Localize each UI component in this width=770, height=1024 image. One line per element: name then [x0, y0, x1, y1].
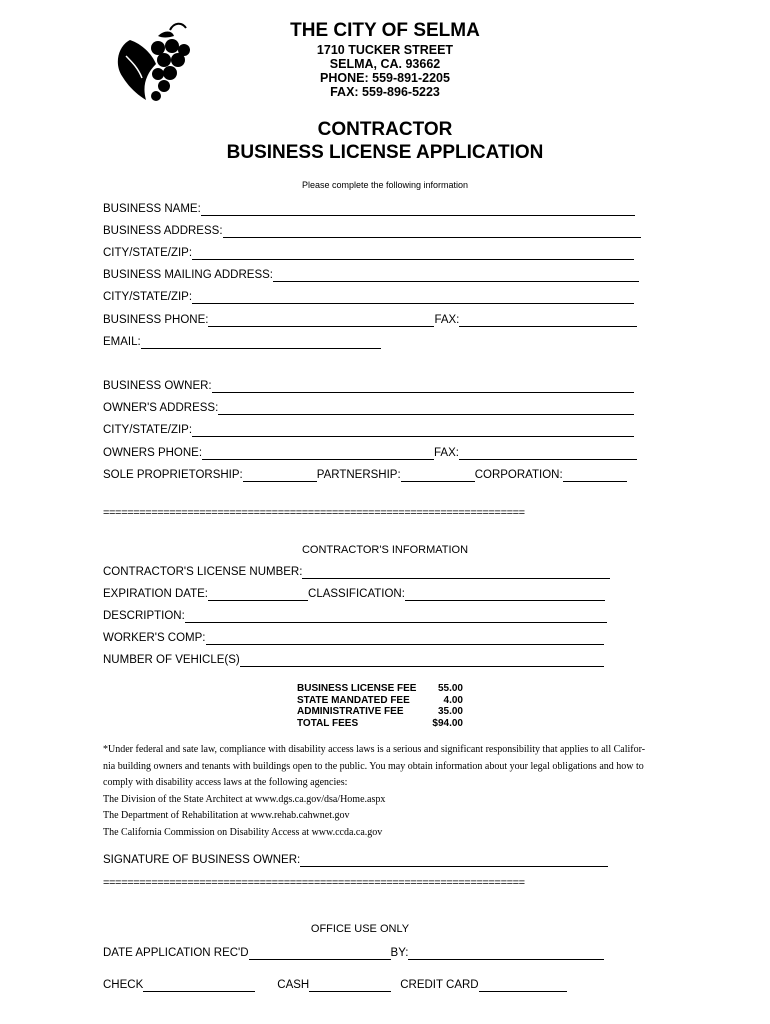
field-label: SIGNATURE OF BUSINESS OWNER:: [103, 854, 301, 866]
mailing-address-field[interactable]: [273, 270, 639, 282]
fee-name: BUSINESS LICENSE FEE: [297, 683, 417, 694]
field-label: FAX:: [434, 314, 460, 326]
business-address-field[interactable]: [223, 226, 641, 238]
mailing-city-row: [103, 290, 634, 304]
date-received-row: [103, 946, 604, 960]
expiration-date-field[interactable]: [208, 589, 308, 601]
corporation-field[interactable]: [563, 470, 627, 482]
owner-city-field[interactable]: [192, 425, 634, 437]
fee-row-total: [297, 718, 463, 730]
entity-type-row: [103, 468, 627, 482]
disability-access-disclaimer: [103, 742, 663, 841]
field-label: OWNERS PHONE:: [103, 447, 203, 459]
owner-phone-field[interactable]: [202, 448, 434, 460]
vehicles-row: [103, 653, 604, 667]
field-label: SOLE PROPRIETORSHIP:: [103, 469, 243, 481]
fee-amount: $94.00: [432, 717, 463, 729]
field-label: BUSINESS OWNER:: [103, 380, 212, 392]
field-label: CLASSIFICATION:: [308, 588, 405, 600]
description-row: [103, 609, 607, 623]
separator-line: ======================================================================: [103, 877, 525, 889]
field-label: FAX:: [434, 447, 459, 459]
owner-address-field[interactable]: [218, 403, 634, 415]
business-city-row: [103, 246, 634, 260]
field-label: CASH: [277, 979, 310, 991]
fee-amount: 55.00: [437, 683, 463, 694]
field-label: CHECK: [103, 979, 144, 991]
fee-row: [297, 706, 463, 718]
field-label: CORPORATION:: [474, 469, 563, 481]
field-label: EMAIL:: [103, 336, 141, 348]
mailing-address-row: [103, 268, 639, 282]
business-fax-field[interactable]: [459, 315, 637, 327]
business-name-field[interactable]: [201, 204, 635, 216]
street-address: 1710 TUCKER STREET: [316, 43, 454, 57]
email-row: [103, 335, 381, 349]
fee-amount: 4.00: [443, 694, 463, 706]
fee-name: STATE MANDATED FEE: [297, 694, 410, 706]
business-phone-row: [103, 313, 637, 327]
check-field[interactable]: [143, 980, 255, 992]
owner-phone-row: [103, 446, 637, 460]
field-label: NUMBER OF VEHICLE(S): [103, 654, 240, 666]
disclaimer-line: The California Commission on Disability Access at www.ccda.ca.gov: [103, 826, 383, 838]
office-use-heading: OFFICE USE ONLY: [310, 923, 410, 935]
cash-field[interactable]: [309, 980, 391, 992]
credit-card-field[interactable]: [479, 980, 567, 992]
field-label: CITY/STATE/ZIP:: [103, 424, 193, 436]
city-title: THE CITY OF SELMA: [290, 20, 480, 41]
city-state-zip: SELMA, CA. 93662: [329, 57, 441, 71]
license-number-field[interactable]: [302, 567, 610, 579]
business-name-row: [103, 202, 635, 216]
separator-line: ======================================================================: [103, 507, 525, 519]
workers-comp-field[interactable]: [206, 633, 604, 645]
field-label: EXPIRATION DATE:: [103, 588, 209, 600]
contractor-info-heading: CONTRACTOR'S INFORMATION: [301, 544, 469, 556]
disclaimer-line: The Division of the State Architect at www.dgs.ca.gov/dsa/Home.aspx: [103, 793, 386, 805]
owner-fax-field[interactable]: [459, 448, 637, 460]
workers-comp-row: [103, 631, 604, 645]
disclaimer-line: The Department of Rehabilitation at www.rehab.cahwnet.gov: [103, 810, 350, 821]
document-title-line2: BUSINESS LICENSE APPLICATION: [226, 142, 544, 163]
vehicles-field[interactable]: [240, 655, 604, 667]
instruction-text: Please complete the following information: [301, 180, 469, 190]
fee-amount: 35.00: [437, 706, 463, 717]
expiration-row: [103, 587, 605, 601]
fees-table: [297, 683, 463, 729]
phone-number: PHONE: 559-891-2205: [320, 71, 450, 85]
date-received-field[interactable]: [249, 948, 391, 960]
field-label: DESCRIPTION:: [103, 610, 185, 622]
field-label: OWNER'S ADDRESS:: [103, 402, 219, 414]
field-label: CONTRACTOR'S LICENSE NUMBER:: [103, 566, 303, 578]
mailing-city-field[interactable]: [192, 292, 634, 304]
disclaimer-line: nia building owners and tenants with buildings open to the public. You may obtain information about your legal obligations and how to: [103, 760, 644, 772]
signature-row: [103, 853, 608, 867]
owner-name-row: [103, 379, 634, 393]
field-label: CITY/STATE/ZIP:: [103, 291, 193, 303]
partnership-field[interactable]: [401, 470, 475, 482]
field-label: WORKER'S COMP:: [103, 632, 206, 644]
field-label: BUSINESS MAILING ADDRESS:: [103, 269, 273, 281]
business-city-field[interactable]: [192, 248, 634, 260]
owner-city-row: [103, 423, 634, 437]
sole-proprietorship-field[interactable]: [243, 470, 317, 482]
disclaimer-line: *Under federal and sate law, compliance with disability access laws is a serious and significant responsibility that applies to all Califor-: [103, 744, 646, 755]
field-label: PARTNERSHIP:: [316, 469, 401, 481]
fee-row: [297, 683, 463, 695]
field-label: BY:: [390, 947, 409, 959]
field-label: CITY/STATE/ZIP:: [103, 247, 193, 259]
business-phone-field[interactable]: [208, 315, 434, 327]
signature-field[interactable]: [300, 855, 608, 867]
field-label: BUSINESS ADDRESS:: [103, 225, 223, 237]
fee-row: [297, 695, 463, 707]
fee-name: ADMINISTRATIVE FEE: [297, 706, 404, 717]
field-label: BUSINESS PHONE:: [103, 314, 209, 326]
owner-name-field[interactable]: [212, 381, 634, 393]
email-field[interactable]: [141, 337, 381, 349]
payment-row: [103, 978, 567, 992]
field-label: BUSINESS NAME:: [103, 203, 201, 215]
fax-number: FAX: 559-896-5223: [330, 85, 440, 99]
business-address-row: [103, 224, 641, 238]
disclaimer-line: comply with disability access laws at the following agencies:: [103, 777, 348, 788]
owner-address-row: [103, 401, 634, 415]
received-by-field[interactable]: [408, 948, 604, 960]
description-field[interactable]: [185, 611, 607, 623]
license-number-row: [103, 565, 610, 579]
classification-field[interactable]: [405, 589, 605, 601]
field-label: CREDIT CARD: [400, 979, 479, 991]
document-title-line1: CONTRACTOR: [317, 119, 453, 140]
field-label: DATE APPLICATION REC'D: [103, 947, 249, 959]
fee-name: TOTAL FEES: [297, 717, 359, 729]
